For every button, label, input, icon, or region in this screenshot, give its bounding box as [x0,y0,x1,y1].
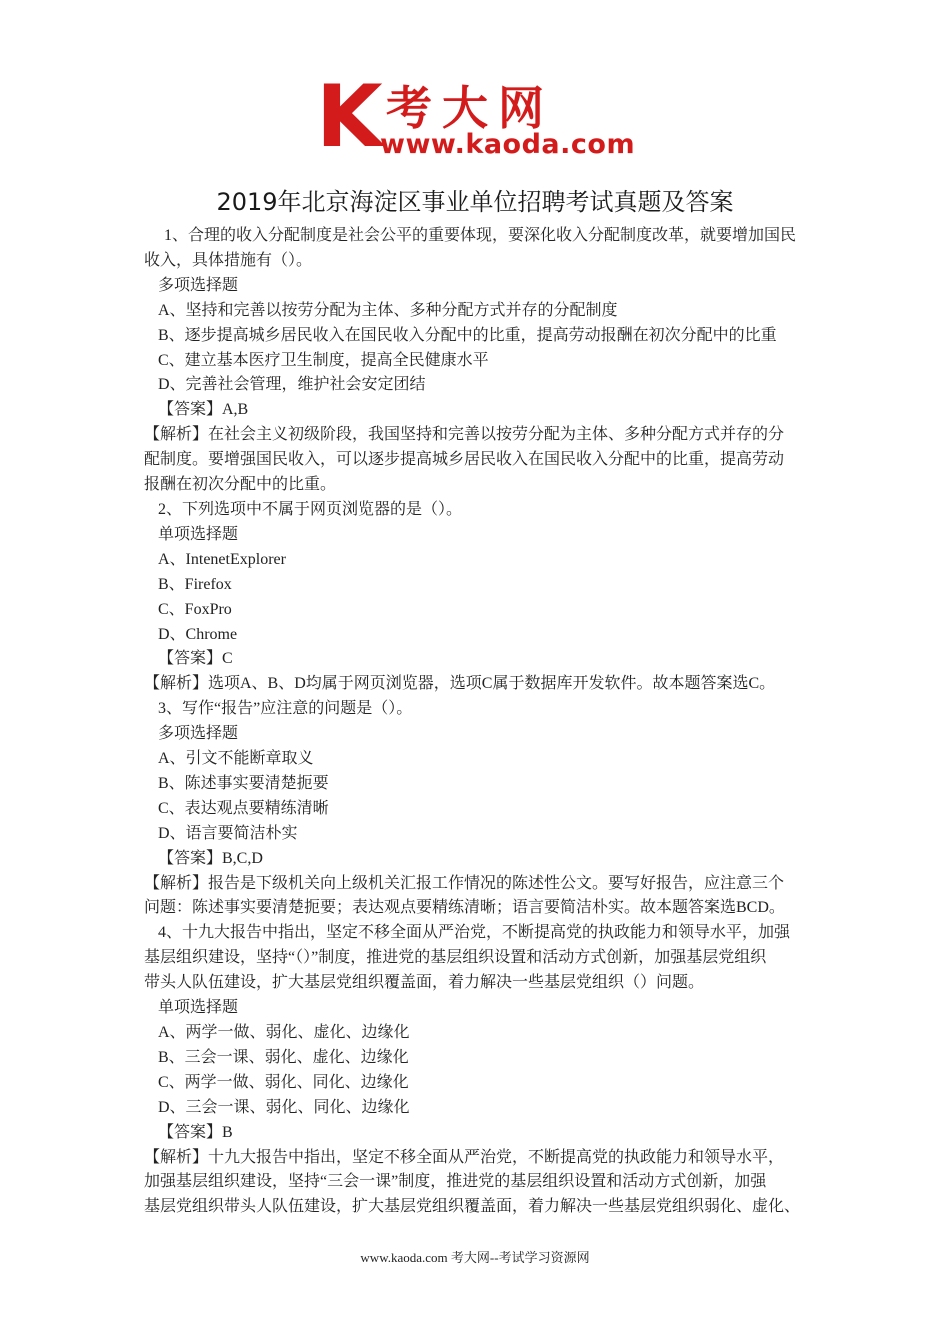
text-line: 单项选择题 [158,525,239,543]
text-line: 问题：陈述事实要清楚扼要；表达观点要精练清晰；语言要简洁朴实。故本题答案选BCD。 [144,899,785,917]
logo-url: www.kaoda.com [380,129,636,160]
text-line: 带头人队伍建设，扩大基层党组织覆盖面，着力解决一些基层党组织（）问题。 [144,974,705,992]
text-line: 2、下列选项中不属于网页浏览器的是（）。 [158,500,463,518]
text-line: D、完善社会管理，维护社会安定团结 [158,376,426,394]
text-line: A、IntenetExplorer [158,550,286,568]
text-line: C、建立基本医疗卫生制度，提高全民健康水平 [158,351,489,369]
kaoda-logo [316,67,646,167]
text-line: C、表达观点要精练清晰 [158,799,329,817]
text-line: 收入，具体措施有（）。 [144,251,313,269]
logo-k-mark: K [316,67,383,167]
text-line: 单项选择题 [158,999,239,1017]
text-line: 【解析】选项A、B、D均属于网页浏览器，选项C属于数据库开发软件。故本题答案选C。 [144,675,776,693]
text-line: 3、写作“报告”应注意的问题是（）。 [158,700,413,718]
text-line: A、两学一做、弱化、虚化、边缘化 [158,1024,410,1041]
text-line: 1、合理的收入分配制度是社会公平的重要体现，要深化收入分配制度改革，就要增加国民 [164,227,797,244]
text-line: B、三会一课、弱化、虚化、边缘化 [158,1048,409,1066]
text-line: C、FoxPro [158,600,232,618]
text-line: 基层组织建设，坚持“（）”制度，推进党的基层组织设置和活动方式创新，加强基层党组织 [144,949,767,967]
text-line: 配制度。要增强国民收入，可以逐步提高城乡居民收入在国民收入分配中的比重，提高劳动 [144,451,785,469]
text-line: B、陈述事实要清楚扼要 [158,774,329,792]
text-line: D、语言要简洁朴实 [158,824,298,842]
text-line: 【答案】B,C,D [158,849,263,867]
text-line: 4、十九大报告中指出，坚定不移全面从严治党，不断提高党的执政能力和领导水平，加强 [158,924,791,942]
text-line: B、Firefox [158,575,232,593]
text-line: 【解析】十九大报告中指出，坚定不移全面从严治党，不断提高党的执政能力和领导水平， [144,1148,785,1166]
text-line: 【解析】在社会主义初级阶段，我国坚持和完善以按劳分配为主体、多种分配方式并存的分 [144,426,785,444]
text-line: D、Chrome [158,625,238,643]
document-body [144,224,808,1220]
logo-brand-name: 考大网 [386,81,554,135]
text-line: A、坚持和完善以按劳分配为主体、多种分配方式并存的分配制度 [158,301,618,319]
page-footer: www.kaoda.com 考大网--考试学习资源网 [360,1250,590,1265]
text-line: A、引文不能断章取义 [158,750,314,768]
text-line: B、逐步提高城乡居民收入在国民收入分配中的比重，提高劳动报酬在初次分配中的比重 [158,326,777,344]
text-line: 【答案】B [158,1123,233,1141]
text-line: 基层党组织带头人队伍建设，扩大基层党组织覆盖面，着力解决一些基层党组织弱化、虚化、 [144,1198,801,1216]
text-line: 多项选择题 [158,725,239,743]
text-line: 【答案】C [158,650,233,668]
text-line: D、三会一课、弱化、同化、边缘化 [158,1098,410,1116]
text-line: C、两学一做、弱化、同化、边缘化 [158,1073,409,1091]
text-line: 加强基层组织建设，坚持“三会一课”制度，推进党的基层组织设置和活动方式创新，加强 [144,1173,767,1191]
text-line: 报酬在初次分配中的比重。 [144,476,337,494]
text-line: 【答案】A,B [158,401,249,419]
text-line: 多项选择题 [158,276,239,294]
text-line: 【解析】报告是下级机关向上级机关汇报工作情况的陈述性公文。要写好报告，应注意三个 [144,874,785,892]
document-title: 2019年北京海淀区事业单位招聘考试真题及答案 [216,188,734,216]
